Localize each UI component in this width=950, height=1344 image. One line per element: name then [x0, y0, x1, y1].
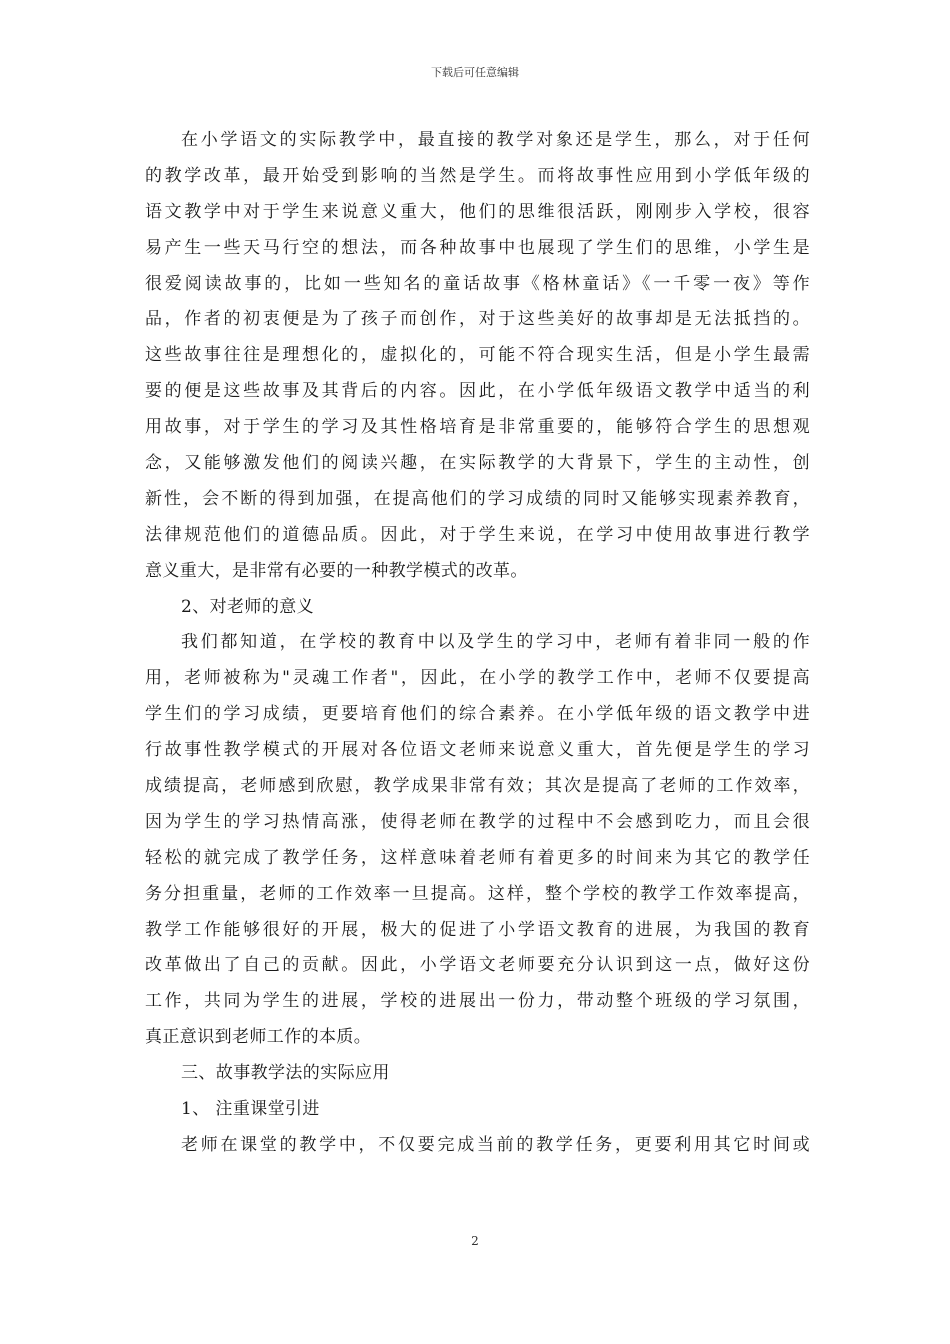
paragraph-classroom-intro: [145, 1128, 810, 1164]
text-line: 念，又能够激发他们的阅读兴趣，在实际教学的大背景下，学生的主动性，创: [145, 453, 810, 474]
text-line: 因为学生的学习热情高涨，使得老师在教学的过程中不会感到吃力，而且会很: [145, 811, 810, 832]
text-line: 务分担重量，老师的工作效率一旦提高。这样，整个学校的教学工作效率提高，: [145, 883, 810, 904]
paragraph-student-significance: [145, 123, 810, 590]
section-heading-application: [145, 1056, 810, 1092]
text-line: 用故事，对于学生的学习及其性格培育是非常重要的，能够符合学生的思想观: [145, 417, 810, 438]
text-line: 品，作者的初衷便是为了孩子而创作，对于这些美好的故事却是无法抵挡的。: [145, 309, 810, 330]
text-line: 轻松的就完成了教学任务，这样意味着老师有着更多的时间来为其它的教学任: [145, 847, 810, 868]
text-line: 很爱阅读故事的，比如一些知名的童话故事《格林童话》《一千零一夜》等作: [145, 273, 810, 294]
text-line: 行故事性教学模式的开展对各位语文老师来说意义重大，首先便是学生的学习: [145, 740, 810, 761]
text-line: 新性，会不断的得到加强，在提高他们的学习成绩的同时又能够实现素养教育，: [145, 488, 810, 509]
section-heading-teacher-significance: [145, 590, 810, 626]
text-line: 成绩提高，老师感到欣慰，教学成果非常有效；其次是提高了老师的工作效率，: [145, 776, 810, 797]
text-line: 改革做出了自己的贡献。因此，小学语文老师要充分认识到这一点，做好这份: [145, 955, 810, 976]
text-line: 学生们的学习成绩，更要培育他们的综合素养。在小学低年级的语文教学中进: [145, 704, 810, 725]
document-body: [145, 123, 810, 1164]
text-line: 意义重大，是非常有必要的一种教学模式的改革。: [145, 560, 528, 581]
text-line: 教学工作能够很好的开展，极大的促进了小学语文教育的进展，为我国的教育: [145, 919, 810, 940]
text-line: 工作，共同为学生的进展，学校的进展出一份力，带动整个班级的学习氛围，: [145, 991, 810, 1012]
paragraph-teacher-significance: [145, 625, 810, 1056]
heading-line: 三、故事教学法的实际应用: [181, 1063, 390, 1084]
text-line: 真正意识到老师工作的本质。: [145, 1027, 372, 1048]
text-line: 老师在课堂的教学中，不仅要完成当前的教学任务，更要利用其它时间或: [181, 1134, 810, 1155]
text-line: 要的便是这些故事及其背后的内容。因此，在小学低年级语文教学中适当的利: [145, 381, 810, 402]
page-header: 下载后可任意编辑: [431, 66, 519, 79]
text-line: 在小学语文的实际教学中，最直接的教学对象还是学生，那么，对于任何: [181, 130, 810, 150]
subsection-heading-classroom-intro: [145, 1092, 810, 1128]
text-line: 用，老师被称为"灵魂工作者"，因此，在小学的教学工作中，老师不仅要提高: [145, 668, 810, 689]
page-number: 2: [471, 1234, 479, 1248]
text-line: 法律规范他们的道德品质。因此，对于学生来说，在学习中使用故事进行教学: [145, 524, 810, 545]
text-line: 语文教学中对于学生来说意义重大，他们的思维很活跃，刚刚步入学校，很容: [145, 201, 810, 222]
text-line: 我们都知道，在学校的教育中以及学生的学习中，老师有着非同一般的作: [181, 632, 810, 653]
text-line: 易产生一些天马行空的想法，而各种故事中也展现了学生们的思维，小学生是: [145, 237, 810, 258]
text-line: 的教学改革，最开始受到影响的当然是学生。而将故事性应用到小学低年级的: [145, 165, 810, 186]
text-line: 这些故事往往是理想化的，虚拟化的，可能不符合现实生活，但是小学生最需: [145, 345, 810, 366]
heading-line: 1、 注重课堂引进: [181, 1099, 320, 1120]
heading-line: 2、对老师的意义: [181, 596, 315, 617]
